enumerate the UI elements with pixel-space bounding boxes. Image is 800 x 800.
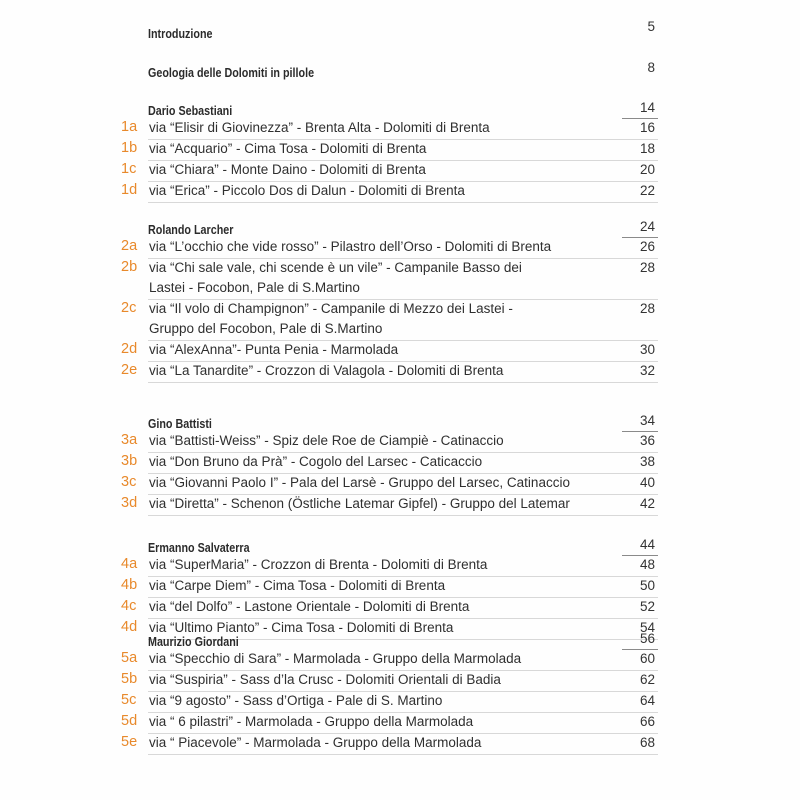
route-title-line: via “Chi sale vale, chi scende è un vile” - Campanile Basso dei — [149, 260, 522, 275]
route-title-line: via “ Piacevole” - Marmolada - Gruppo della Marmolada — [149, 735, 482, 750]
route-code: 4d — [121, 619, 138, 635]
route-title-line: via “Battisti-Weiss” - Spiz dele Roe de Ciampiè - Catinaccio — [149, 433, 504, 448]
route-title-line: Lastei - Focobon, Pale di S.Martino — [149, 280, 360, 295]
route-code: 4c — [121, 598, 137, 614]
route-page: 66 — [639, 714, 655, 729]
route-code: 2e — [121, 362, 138, 378]
route-title-line: via “Carpe Diem” - Cima Tosa - Dolomiti di Brenta — [149, 578, 446, 593]
route-title-line: via “L’occhio che vide rosso” - Pilastro dell’Orso - Dolomiti di Brenta — [149, 239, 552, 254]
route-code: 1b — [121, 140, 138, 156]
route-title-line: via “Specchio di Sara” - Marmolada - Gruppo della Marmolada — [149, 651, 522, 666]
route-title-line: via “Don Bruno da Prà” - Cogolo del Larsec - Caticaccio — [149, 454, 483, 469]
row-divider — [148, 299, 658, 300]
route-code: 1c — [121, 161, 137, 177]
row-divider — [148, 618, 658, 619]
route-title-line: via “Chiara” - Monte Daino - Dolomiti di Brenta — [149, 162, 426, 177]
route-page: 38 — [639, 454, 655, 469]
section-rule — [622, 237, 658, 238]
route-code: 5b — [121, 671, 138, 687]
route-page: 26 — [639, 239, 655, 254]
route-code: 2c — [121, 300, 137, 316]
toc-author-page: 14 — [639, 100, 655, 115]
route-page: 50 — [639, 578, 655, 593]
row-divider — [148, 494, 658, 495]
route-page: 68 — [639, 735, 655, 750]
route-code: 2d — [121, 341, 138, 357]
toc-geology-title: Geologia delle Dolomiti in pillole — [148, 66, 315, 80]
route-page: 64 — [639, 693, 655, 708]
route-page: 54 — [639, 620, 655, 635]
section-rule — [622, 555, 658, 556]
route-code: 5e — [121, 734, 138, 750]
route-title-line: via “Ultimo Pianto” - Cima Tosa - Dolomiti di Brenta — [149, 620, 454, 635]
row-divider — [148, 160, 658, 161]
toc-author-page: 44 — [639, 537, 655, 552]
route-title-line: via “Suspiria” - Sass d’la Crusc - Dolomiti Orientali di Badia — [149, 672, 501, 687]
route-page: 28 — [639, 260, 655, 275]
toc-author-title: Ermanno Salvaterra — [148, 541, 250, 555]
route-title-line: via “Diretta” - Schenon (Östliche Latemar Gipfel) - Gruppo del Latemar — [149, 496, 570, 511]
route-page: 36 — [639, 433, 655, 448]
route-page: 28 — [639, 301, 655, 316]
route-code: 3b — [121, 453, 138, 469]
section-rule — [622, 649, 658, 650]
toc-author-title: Rolando Larcher — [148, 223, 234, 237]
route-code: 1a — [121, 119, 138, 135]
route-page: 18 — [639, 141, 655, 156]
route-code: 2b — [121, 259, 138, 275]
route-title-line: via “La Tanardite” - Crozzon di Valagola - Dolomiti di Brenta — [149, 363, 504, 378]
row-divider — [148, 515, 658, 516]
row-divider — [148, 181, 658, 182]
toc-author-title: Maurizio Giordani — [148, 635, 239, 649]
route-page: 62 — [639, 672, 655, 687]
route-code: 5d — [121, 713, 138, 729]
route-code: 2a — [121, 238, 138, 254]
row-divider — [148, 733, 658, 734]
row-divider — [148, 202, 658, 203]
route-page: 40 — [639, 475, 655, 490]
toc-author-title: Gino Battisti — [148, 417, 212, 431]
route-page: 20 — [639, 162, 655, 177]
route-title-line: via “Acquario” - Cima Tosa - Dolomiti di Brenta — [149, 141, 427, 156]
route-title-line: via “del Dolfo” - Lastone Orientale - Dolomiti di Brenta — [149, 599, 470, 614]
toc-intro-title: Introduzione — [148, 27, 213, 41]
row-divider — [148, 473, 658, 474]
route-code: 4b — [121, 577, 138, 593]
route-page: 32 — [639, 363, 655, 378]
route-page: 16 — [639, 120, 655, 135]
route-title-line: via “9 agosto” - Sass d’Ortiga - Pale di S. Martino — [149, 693, 443, 708]
route-page: 52 — [639, 599, 655, 614]
toc-author-page: 34 — [639, 413, 655, 428]
route-title-line: via “SuperMaria” - Crozzon di Brenta - Dolomiti di Brenta — [149, 557, 488, 572]
toc-author-page: 24 — [639, 219, 655, 234]
route-code: 3d — [121, 495, 138, 511]
row-divider — [148, 139, 658, 140]
route-title-line: via “AlexAnna”- Punta Penia - Marmolada — [149, 342, 399, 357]
route-title-line: via “Elisir di Giovinezza” - Brenta Alta - Dolomiti di Brenta — [149, 120, 490, 135]
route-title-line: via “Il volo di Champignon” - Campanile di Mezzo dei Lastei - — [149, 301, 513, 316]
row-divider — [148, 754, 658, 755]
row-divider — [148, 340, 658, 341]
route-title-line: via “Erica” - Piccolo Dos di Dalun - Dolomiti di Brenta — [149, 183, 465, 198]
route-code: 3a — [121, 432, 138, 448]
route-page: 60 — [639, 651, 655, 666]
route-page: 42 — [639, 496, 655, 511]
route-code: 1d — [121, 182, 138, 198]
route-page: 22 — [639, 183, 655, 198]
route-page: 30 — [639, 342, 655, 357]
route-title-line: via “ 6 pilastri” - Marmolada - Gruppo della Marmolada — [149, 714, 474, 729]
toc-author-title: Dario Sebastiani — [148, 104, 233, 118]
row-divider — [148, 452, 658, 453]
row-divider — [148, 258, 658, 259]
route-title-line: Gruppo del Focobon, Pale di S.Martino — [149, 321, 383, 336]
route-page: 48 — [639, 557, 655, 572]
row-divider — [148, 712, 658, 713]
row-divider — [148, 597, 658, 598]
section-rule — [622, 118, 658, 119]
section-rule — [622, 431, 658, 432]
row-divider — [148, 576, 658, 577]
toc-intro-page: 5 — [647, 19, 655, 34]
route-code: 3c — [121, 474, 137, 490]
route-code: 5a — [121, 650, 138, 666]
route-code: 5c — [121, 692, 137, 708]
route-code: 4a — [121, 556, 138, 572]
toc-author-page: 56 — [639, 631, 655, 646]
row-divider — [148, 382, 658, 383]
row-divider — [148, 361, 658, 362]
toc-geology-page: 8 — [647, 60, 655, 75]
row-divider — [148, 670, 658, 671]
row-divider — [148, 691, 658, 692]
route-title-line: via “Giovanni Paolo I” - Pala del Larsè - Gruppo del Larsec, Catinaccio — [149, 475, 570, 490]
